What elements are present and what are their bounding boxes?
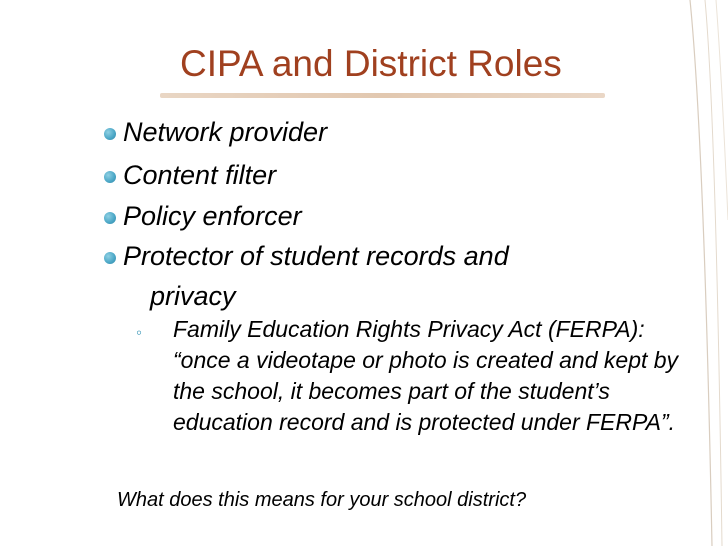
sub-bullet-ferpa: Family Education Rights Privacy Act (FERPA): “once a videotape or photo is created and kept by the school, it becomes part of the student’s education record and is protected under FERPA”. xyxy=(173,316,679,435)
bullet-marker-icon xyxy=(104,252,116,264)
bullet-network-provider: Network provider xyxy=(123,117,328,147)
bullet-policy-enforcer: Policy enforcer xyxy=(123,201,302,231)
bullet-marker-icon xyxy=(104,171,116,183)
bullet-protector-line1: Protector of student records and xyxy=(123,241,509,271)
title-underline xyxy=(160,93,605,98)
bullet-marker-icon xyxy=(104,128,116,140)
bullet-marker-icon xyxy=(104,212,116,224)
closing-question: What does this means for your school district? xyxy=(117,489,527,511)
bullet-content-filter: Content filter xyxy=(123,160,277,190)
sub-bullet-marker-icon: ◦ xyxy=(136,323,143,342)
bullet-protector-line2: privacy xyxy=(150,281,236,311)
slide-title: CIPA and District Roles xyxy=(180,43,562,84)
